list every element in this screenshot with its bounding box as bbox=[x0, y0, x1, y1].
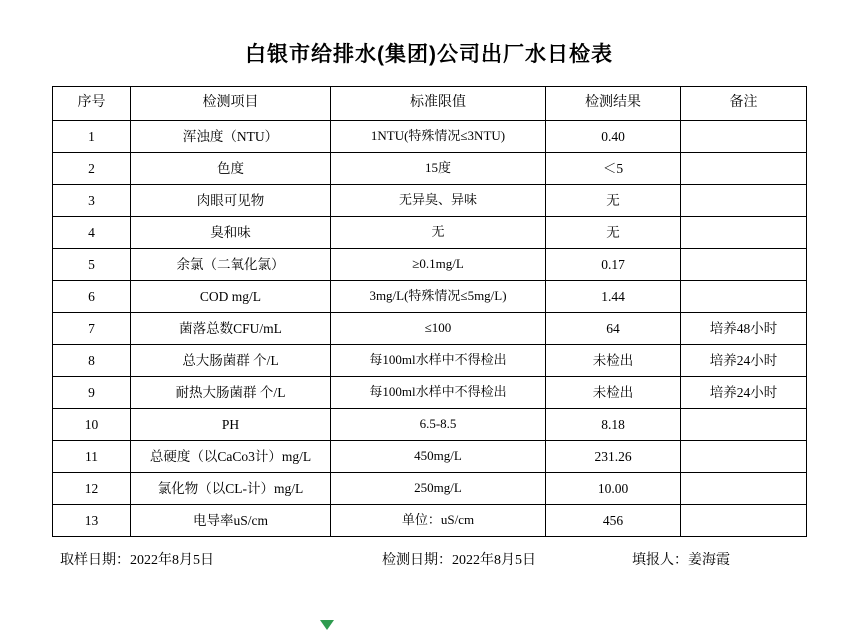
filler-name-label: 填报人：姜海霞 bbox=[632, 553, 730, 568]
cell-result: 无 bbox=[546, 185, 681, 217]
cell-item: 余氯（二氧化氯） bbox=[131, 249, 331, 281]
green-triangle-marker-icon bbox=[320, 620, 334, 630]
table-row bbox=[53, 281, 807, 313]
cell-limit: 15度 bbox=[331, 153, 546, 185]
cell-no: 2 bbox=[53, 153, 131, 185]
table-row bbox=[53, 409, 807, 441]
cell-remark bbox=[681, 121, 807, 153]
cell-remark bbox=[681, 249, 807, 281]
column-header-limit: 标准限值 bbox=[331, 87, 546, 121]
cell-no: 13 bbox=[53, 505, 131, 537]
cell-item: 菌落总数CFU/mL bbox=[131, 313, 331, 345]
cell-limit: ≥0.1mg/L bbox=[331, 249, 546, 281]
cell-remark bbox=[681, 473, 807, 505]
cell-no: 8 bbox=[53, 345, 131, 377]
table-row bbox=[53, 377, 807, 409]
table-row bbox=[53, 441, 807, 473]
cell-limit: 每100ml水样中不得检出 bbox=[331, 377, 546, 409]
table-header-row bbox=[53, 87, 807, 121]
cell-result: 无 bbox=[546, 217, 681, 249]
cell-item: 肉眼可见物 bbox=[131, 185, 331, 217]
cell-limit: ≤100 bbox=[331, 313, 546, 345]
cell-no: 1 bbox=[53, 121, 131, 153]
water-quality-table bbox=[52, 86, 807, 537]
cell-result: 未检出 bbox=[546, 345, 681, 377]
cell-remark bbox=[681, 217, 807, 249]
cell-remark bbox=[681, 185, 807, 217]
cell-result: 8.18 bbox=[546, 409, 681, 441]
report-table-container bbox=[52, 86, 806, 537]
cell-remark bbox=[681, 409, 807, 441]
cell-item: 总大肠菌群 个/L bbox=[131, 345, 331, 377]
cell-item: 浑浊度（NTU） bbox=[131, 121, 331, 153]
column-header-no: 序号 bbox=[53, 87, 131, 121]
cell-no: 6 bbox=[53, 281, 131, 313]
cell-result: 10.00 bbox=[546, 473, 681, 505]
cell-remark bbox=[681, 153, 807, 185]
cell-result: 0.17 bbox=[546, 249, 681, 281]
cell-item: COD mg/L bbox=[131, 281, 331, 313]
cell-item: 耐热大肠菌群 个/L bbox=[131, 377, 331, 409]
cell-remark bbox=[681, 441, 807, 473]
cell-result: 64 bbox=[546, 313, 681, 345]
page-title: 白银市给排水(集团)公司出厂水日检表 bbox=[245, 43, 613, 66]
table-row bbox=[53, 249, 807, 281]
test-date-label: 检测日期：2022年8月5日 bbox=[382, 553, 536, 568]
cell-result: 0.40 bbox=[546, 121, 681, 153]
cell-no: 10 bbox=[53, 409, 131, 441]
table-row bbox=[53, 313, 807, 345]
cell-item: 氯化物（以CL-计）mg/L bbox=[131, 473, 331, 505]
table-row bbox=[53, 345, 807, 377]
cell-limit: 单位：uS/cm bbox=[331, 505, 546, 537]
cell-item: 总硬度（以CaCo3计）mg/L bbox=[131, 441, 331, 473]
column-header-result: 检测结果 bbox=[546, 87, 681, 121]
cell-result: 1.44 bbox=[546, 281, 681, 313]
cell-item: 色度 bbox=[131, 153, 331, 185]
table-row bbox=[53, 505, 807, 537]
cell-remark bbox=[681, 505, 807, 537]
footer-info bbox=[52, 549, 806, 575]
table-row bbox=[53, 153, 807, 185]
cell-result: 231.26 bbox=[546, 441, 681, 473]
cell-result: ＜5 bbox=[546, 153, 681, 185]
sample-date-label: 取样日期：2022年8月5日 bbox=[60, 553, 214, 568]
cell-result: 未检出 bbox=[546, 377, 681, 409]
cell-no: 12 bbox=[53, 473, 131, 505]
cell-item: 臭和味 bbox=[131, 217, 331, 249]
cell-remark: 培养48小时 bbox=[681, 313, 807, 345]
cell-no: 5 bbox=[53, 249, 131, 281]
cell-no: 4 bbox=[53, 217, 131, 249]
cell-limit: 每100ml水样中不得检出 bbox=[331, 345, 546, 377]
cell-limit: 450mg/L bbox=[331, 441, 546, 473]
cell-item: 电导率uS/cm bbox=[131, 505, 331, 537]
cell-result: 456 bbox=[546, 505, 681, 537]
cell-no: 9 bbox=[53, 377, 131, 409]
cell-no: 7 bbox=[53, 313, 131, 345]
cell-limit: 6.5-8.5 bbox=[331, 409, 546, 441]
cell-limit: 1NTU(特殊情况≤3NTU) bbox=[331, 121, 546, 153]
column-header-item: 检测项目 bbox=[131, 87, 331, 121]
cell-remark bbox=[681, 281, 807, 313]
table-row bbox=[53, 121, 807, 153]
document-page bbox=[0, 38, 858, 636]
cell-limit: 无 bbox=[331, 217, 546, 249]
cell-limit: 3mg/L(特殊情况≤5mg/L) bbox=[331, 281, 546, 313]
column-header-remark: 备注 bbox=[681, 87, 807, 121]
cell-no: 11 bbox=[53, 441, 131, 473]
table-row bbox=[53, 473, 807, 505]
cell-limit: 无异臭、异味 bbox=[331, 185, 546, 217]
cell-remark: 培养24小时 bbox=[681, 377, 807, 409]
cell-no: 3 bbox=[53, 185, 131, 217]
cell-remark: 培养24小时 bbox=[681, 345, 807, 377]
cell-item: PH bbox=[131, 409, 331, 441]
cell-limit: 250mg/L bbox=[331, 473, 546, 505]
table-row bbox=[53, 217, 807, 249]
table-row bbox=[53, 185, 807, 217]
